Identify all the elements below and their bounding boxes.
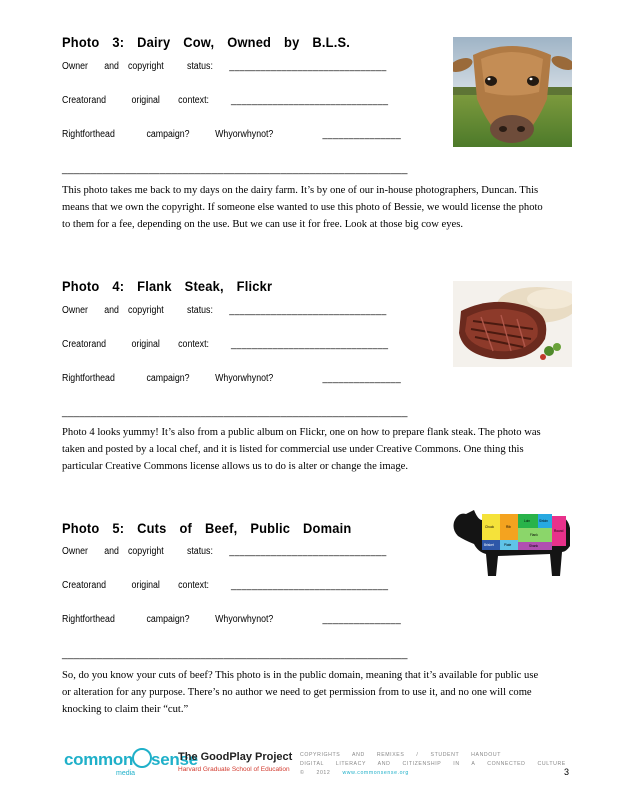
beef-cuts-diagram xyxy=(452,500,572,580)
cut-label: Chuck xyxy=(485,525,495,529)
owner-answer-blank[interactable]: ______________________________ xyxy=(229,305,387,316)
cut-label: Loin xyxy=(524,519,531,523)
creator-answer-blank[interactable]: ______________________________ xyxy=(230,339,389,350)
cut-label: Sirloin xyxy=(539,519,548,523)
photo-4-paragraph: Photo 4 looks yummy! It’s also from a public album on Flickr, one on how to prepare flank steak. The photo was taken and posted by a local chef, and it is listed for commercial use under Creative Commons. One thing this particular Creative Commons license allows us to do is alter or change the image. xyxy=(62,427,541,472)
logo-sub: media xyxy=(116,770,136,777)
photo-5-paragraph: So, do you know your cuts of beef? This photo is in the public domain, meaning that it’s available for public use or alteration for any purpose. There’s no author we need to get permission from to use it, and no one will come knocking to claim their “cut.” xyxy=(62,670,539,715)
cow-photo-icon xyxy=(453,37,572,147)
project-sub: Harvard Graduate School of Education xyxy=(178,766,290,773)
cow-cuts-icon xyxy=(452,500,572,580)
cut-label: Round xyxy=(554,529,564,533)
cut-label: Flank xyxy=(530,533,538,537)
cut-label: Rib xyxy=(506,525,511,529)
footer-link[interactable]: www.commonsense.org xyxy=(342,770,409,776)
creator-answer-blank[interactable]: ______________________________ xyxy=(230,95,389,106)
footer-line-2: DIGITAL LITERACY AND CITIZENSHIP IN A CONNECTED CULTURE xyxy=(300,761,566,767)
answer-line[interactable]: ____________________________________________________________ xyxy=(62,407,408,418)
creator-answer-blank[interactable]: ______________________________ xyxy=(230,580,389,591)
owner-answer-blank[interactable]: ______________________________ xyxy=(229,546,387,557)
project-name: The GoodPlay Project xyxy=(178,751,293,763)
footer-line-1: COPYRIGHTS AND REMIXES / STUDENT HANDOUT xyxy=(300,752,502,758)
page-number: 3 xyxy=(564,767,570,777)
logo-ring-icon xyxy=(132,748,152,768)
photo-3-section: Photo 3: Dairy Cow, Owned by B.L.S. Owner and copyright status: ______________________________ Creatorand original context: ______________________________ Rightforthead campaign? Whyorwhynot? _______________ ____________________________________________________________ This photo takes me back to my days on the dairy farm. It’s by one of our in-house photographers, Duncan. This means that we own the copyright. If someone else wanted to use this photo of Bessie, we would license the photo to them for a fee, depending on the use. But we can use it for free. Look at those big cow eyes. xyxy=(62,34,562,50)
right-answer-blank[interactable]: _______________ xyxy=(322,373,402,384)
photo-5-section: Photo 5: Cuts of Beef, Public Domain Owner and copyright status: ______________________________ Creatorand original context: ______________________________ Rightforthead campaign? Whyorwhynot? _______________ ____________________________________________________________ So, do you know your cuts of beef? This photo is in the public domain, meaning that it’s available for public use or alteration for any purpose. There’s no author we need to get permission from to use it, and no one will come knocking to claim their “cut.” xyxy=(62,520,562,536)
photo-3-title: Photo 3: Dairy Cow, Owned by B.L.S. xyxy=(62,34,351,50)
cut-label: Shank xyxy=(529,544,539,548)
footer-line-3: © 2012 www.commonsense.org xyxy=(300,770,409,776)
owner-answer-blank[interactable]: ______________________________ xyxy=(229,61,387,72)
right-answer-blank[interactable]: _______________ xyxy=(322,614,402,625)
photo-4-title: Photo 4: Flank Steak, Flickr xyxy=(62,278,273,294)
steak-photo xyxy=(453,281,572,367)
common-sense-logo: common sense xyxy=(64,750,198,769)
photo-4-section: Photo 4: Flank Steak, Flickr Owner and copyright status: ______________________________ Creatorand original context: ______________________________ Rightforthead campaign? Whyorwhynot? _______________ ____________________________________________________________ Photo 4 looks yummy! It’s also from a public album on Flickr, one on how to prepare flank steak. The photo was taken and posted by a local chef, and it is listed for commercial use under Creative Commons. One thing this particular Creative Commons license allows us to do is alter or change the image. xyxy=(62,278,562,294)
cut-label: Plate xyxy=(504,543,512,547)
steak-photo-icon xyxy=(453,281,572,367)
photo-5-title: Photo 5: Cuts of Beef, Public Domain xyxy=(62,520,352,536)
answer-line[interactable]: ____________________________________________________________ xyxy=(62,649,408,660)
photo-3-paragraph: This photo takes me back to my days on the dairy farm. It’s by one of our in-house photographers, Duncan. This means that we own the copyright. If someone else wanted to use this photo of Bessie, we would license the photo to them for a fee, depending on the use. But we can use it for free. Look at those big cow eyes. xyxy=(62,185,543,230)
right-answer-blank[interactable]: _______________ xyxy=(322,129,402,140)
cow-photo xyxy=(453,37,572,147)
answer-line[interactable]: ____________________________________________________________ xyxy=(62,164,408,175)
cut-label: Brisket xyxy=(484,543,494,547)
page-footer xyxy=(0,740,618,800)
